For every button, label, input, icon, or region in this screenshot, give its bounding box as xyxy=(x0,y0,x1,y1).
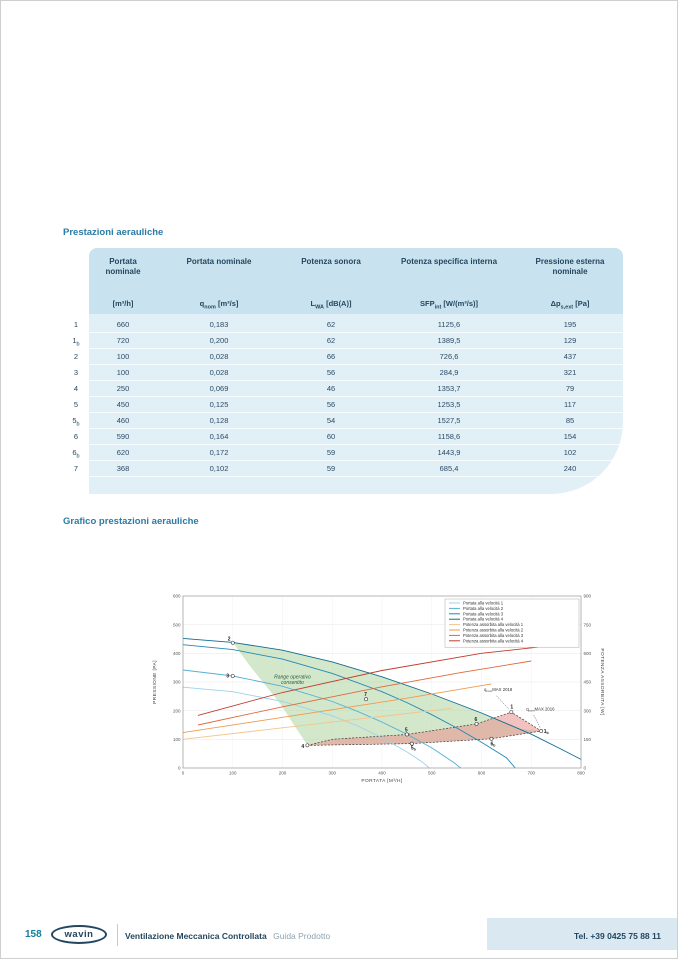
table-cell: 620 xyxy=(89,445,157,461)
svg-text:0: 0 xyxy=(181,770,185,776)
table-cell: 450 xyxy=(89,397,157,413)
table-cell: 102 xyxy=(517,445,623,461)
operating-point-3 xyxy=(231,674,234,677)
table-cell: 85 xyxy=(517,413,623,429)
column-unit: $SFP_{int}$ [W/(m³/s)] xyxy=(420,299,478,311)
page-number: 158 xyxy=(25,929,42,940)
table-cell: 62 xyxy=(281,333,381,349)
svg-text:6b: $6_b$ xyxy=(490,741,496,748)
svg-text:5: 5 xyxy=(404,727,408,734)
table-cell: 1443,9 xyxy=(381,445,517,461)
svg-text:300: 300 xyxy=(328,770,337,776)
row-label: 5 xyxy=(73,400,79,409)
table-cell: 154 xyxy=(517,429,623,445)
operating-point-1 xyxy=(510,711,513,714)
region-label: Range operativo consentito xyxy=(274,674,311,687)
table-cell: 685,4 xyxy=(381,461,517,477)
svg-text:300: 300 xyxy=(172,679,181,685)
svg-text:PORTATA [M³/H]: PORTATA [M³/H] xyxy=(361,779,403,784)
table-cell: 100 xyxy=(89,349,157,365)
svg-text:1: 1 xyxy=(510,704,514,711)
svg-text:Potenza assorbita alla velocit: Potenza assorbita alla velocità 2 xyxy=(463,627,524,633)
wavin-logo-text: wavin xyxy=(64,929,94,940)
svg-text:900: 900 xyxy=(583,593,592,599)
column-unit: [m³/h] xyxy=(112,299,134,308)
column-header: Pressione esterna nominale xyxy=(535,257,605,277)
svg-text:200: 200 xyxy=(278,770,287,776)
svg-text:800: 800 xyxy=(577,770,585,776)
svg-text:1b: $1_b$ xyxy=(543,729,549,736)
table-cell: 79 xyxy=(517,381,623,397)
column-unit: $\Delta p_{s,ext}$ [Pa] xyxy=(550,299,590,311)
table-cell: 0,172 xyxy=(157,445,281,461)
operating-point-2 xyxy=(231,641,234,644)
svg-text:2: 2 xyxy=(227,636,231,643)
svg-text:100: 100 xyxy=(228,770,237,776)
svg-text:750: 750 xyxy=(583,622,592,628)
svg-text:200: 200 xyxy=(172,708,181,714)
column-header: Portata nominale xyxy=(105,257,141,277)
table-cell: 590 xyxy=(89,429,157,445)
table-cell: 56 xyxy=(281,365,381,381)
table-cell: 1389,5 xyxy=(381,333,517,349)
table-cell: 1125,6 xyxy=(381,317,517,333)
row-label: 6 xyxy=(73,432,79,441)
table-cell: 0,125 xyxy=(157,397,281,413)
svg-text:7: 7 xyxy=(364,692,367,699)
svg-text:600: 600 xyxy=(583,650,592,656)
column-header: Portata nominale xyxy=(186,257,252,266)
corner-cell xyxy=(63,253,89,278)
svg-text:Potenza assorbita alla velocit: Potenza assorbita alla velocità 4 xyxy=(463,638,524,644)
row-label: $6_b$ xyxy=(72,448,80,460)
svg-text:Portata alla velocità 4: Portata alla velocità 4 xyxy=(463,616,504,622)
operating-point-6b xyxy=(490,737,493,740)
table-cell: 0,069 xyxy=(157,381,281,397)
table-cell: 1353,7 xyxy=(381,381,517,397)
operating-point-4 xyxy=(306,744,309,747)
table-cell: 0,028 xyxy=(157,365,281,381)
table-cell: 66 xyxy=(281,349,381,365)
svg-text:5b: $5_b$ xyxy=(410,745,416,752)
table-cell: 240 xyxy=(517,461,623,477)
corner-cell xyxy=(63,297,89,315)
column-unit: $L_{WA}$ [dB(A)] xyxy=(310,299,352,311)
table-cell: 1253,5 xyxy=(381,397,517,413)
svg-text:Portata alla velocità 2: Portata alla velocità 2 xyxy=(463,605,504,611)
svg-text:Potenza assorbita alla velocit: Potenza assorbita alla velocità 3 xyxy=(463,632,524,638)
svg-text:4: 4 xyxy=(301,743,305,750)
table-cell: 284,9 xyxy=(381,365,517,381)
svg-text:500: 500 xyxy=(427,770,436,776)
table-cell: 0,128 xyxy=(157,413,281,429)
svg-text:300: 300 xyxy=(583,708,592,714)
table-cell: 1158,6 xyxy=(381,429,517,445)
svg-text:600: 600 xyxy=(477,770,486,776)
performance-chart xyxy=(149,586,609,786)
table-body xyxy=(63,317,623,477)
svg-text:400: 400 xyxy=(172,650,181,656)
row-label: $5_b$ xyxy=(72,416,80,428)
column-header: Potenza specifica interna xyxy=(400,257,498,266)
table-cell: 460 xyxy=(89,413,157,429)
table-cell: 0,200 xyxy=(157,333,281,349)
svg-text:3: 3 xyxy=(226,673,230,680)
table-column-units xyxy=(63,297,623,315)
svg-text:400: 400 xyxy=(378,770,386,776)
table-cell: 1527,5 xyxy=(381,413,517,429)
svg-text:6: 6 xyxy=(474,716,478,723)
annotation-label: $q_{nom}MAX$ 2016 xyxy=(526,706,555,713)
row-label: 2 xyxy=(73,352,79,361)
svg-text:500: 500 xyxy=(172,622,181,628)
wavin-logo xyxy=(51,925,107,944)
section-title-chart: Grafico prestazioni aerauliche xyxy=(63,516,199,527)
footer-divider xyxy=(117,924,118,946)
svg-text:150: 150 xyxy=(583,736,592,742)
table-cell: 726,6 xyxy=(381,349,517,365)
table-cell: 59 xyxy=(281,445,381,461)
svg-text:0: 0 xyxy=(177,765,181,771)
table-cell: 117 xyxy=(517,397,623,413)
table-cell: 54 xyxy=(281,413,381,429)
svg-text:100: 100 xyxy=(172,736,181,742)
table-cell: 0,028 xyxy=(157,349,281,365)
row-label: 4 xyxy=(73,384,79,393)
table-cell: 368 xyxy=(89,461,157,477)
row-label: $1_b$ xyxy=(72,336,80,348)
svg-text:Potenza assorbita alla velocit: Potenza assorbita alla velocità 1 xyxy=(463,622,524,628)
table-cell: 129 xyxy=(517,333,623,349)
table-cell: 0,164 xyxy=(157,429,281,445)
table-cell: 321 xyxy=(517,365,623,381)
annotation-label: $q_{nom}MAX$ 2018 xyxy=(483,687,513,694)
svg-text:Portata alla velocità 1: Portata alla velocità 1 xyxy=(463,600,504,606)
column-unit: $q_{nom}$ [m³/s] xyxy=(199,299,239,311)
footer-doc-title-main: Ventilazione Meccanica Controllata xyxy=(125,931,267,941)
table-cell: 100 xyxy=(89,365,157,381)
chart-legend xyxy=(445,599,579,647)
svg-text:PRESSIONE [PA]: PRESSIONE [PA] xyxy=(153,660,158,704)
table-column-headers xyxy=(63,253,623,278)
chart-svg xyxy=(149,586,609,786)
table-cell: 0,102 xyxy=(157,461,281,477)
table-cell: 0,183 xyxy=(157,317,281,333)
table-cell: 62 xyxy=(281,317,381,333)
row-label: 1 xyxy=(73,320,79,329)
footer-phone: Tel. +39 0425 75 88 11 xyxy=(573,931,661,941)
row-label: 3 xyxy=(73,368,79,377)
operating-point-1b xyxy=(540,729,543,732)
table-cell: 437 xyxy=(517,349,623,365)
table-cell: 250 xyxy=(89,381,157,397)
table-cell: 660 xyxy=(89,317,157,333)
row-label: 7 xyxy=(73,464,79,473)
table-cell: 46 xyxy=(281,381,381,397)
table-cell: 60 xyxy=(281,429,381,445)
column-header: Potenza sonora xyxy=(301,257,361,266)
svg-text:600: 600 xyxy=(172,593,181,599)
table-cell: 720 xyxy=(89,333,157,349)
svg-text:POTENZA ASSORBITA [W]: POTENZA ASSORBITA [W] xyxy=(599,648,604,716)
table-cell: 59 xyxy=(281,461,381,477)
section-title-aeraulic-performance: Prestazioni aerauliche xyxy=(63,227,164,238)
svg-text:700: 700 xyxy=(527,770,536,776)
svg-text:Portata alla velocità 3: Portata alla velocità 3 xyxy=(463,611,504,617)
svg-text:450: 450 xyxy=(583,679,592,685)
table-cell: 56 xyxy=(281,397,381,413)
footer-doc-subtitle: Guida Prodotto xyxy=(273,931,331,941)
table-cell: 195 xyxy=(517,317,623,333)
footer-doc-title xyxy=(125,931,330,941)
svg-text:0: 0 xyxy=(583,765,587,771)
